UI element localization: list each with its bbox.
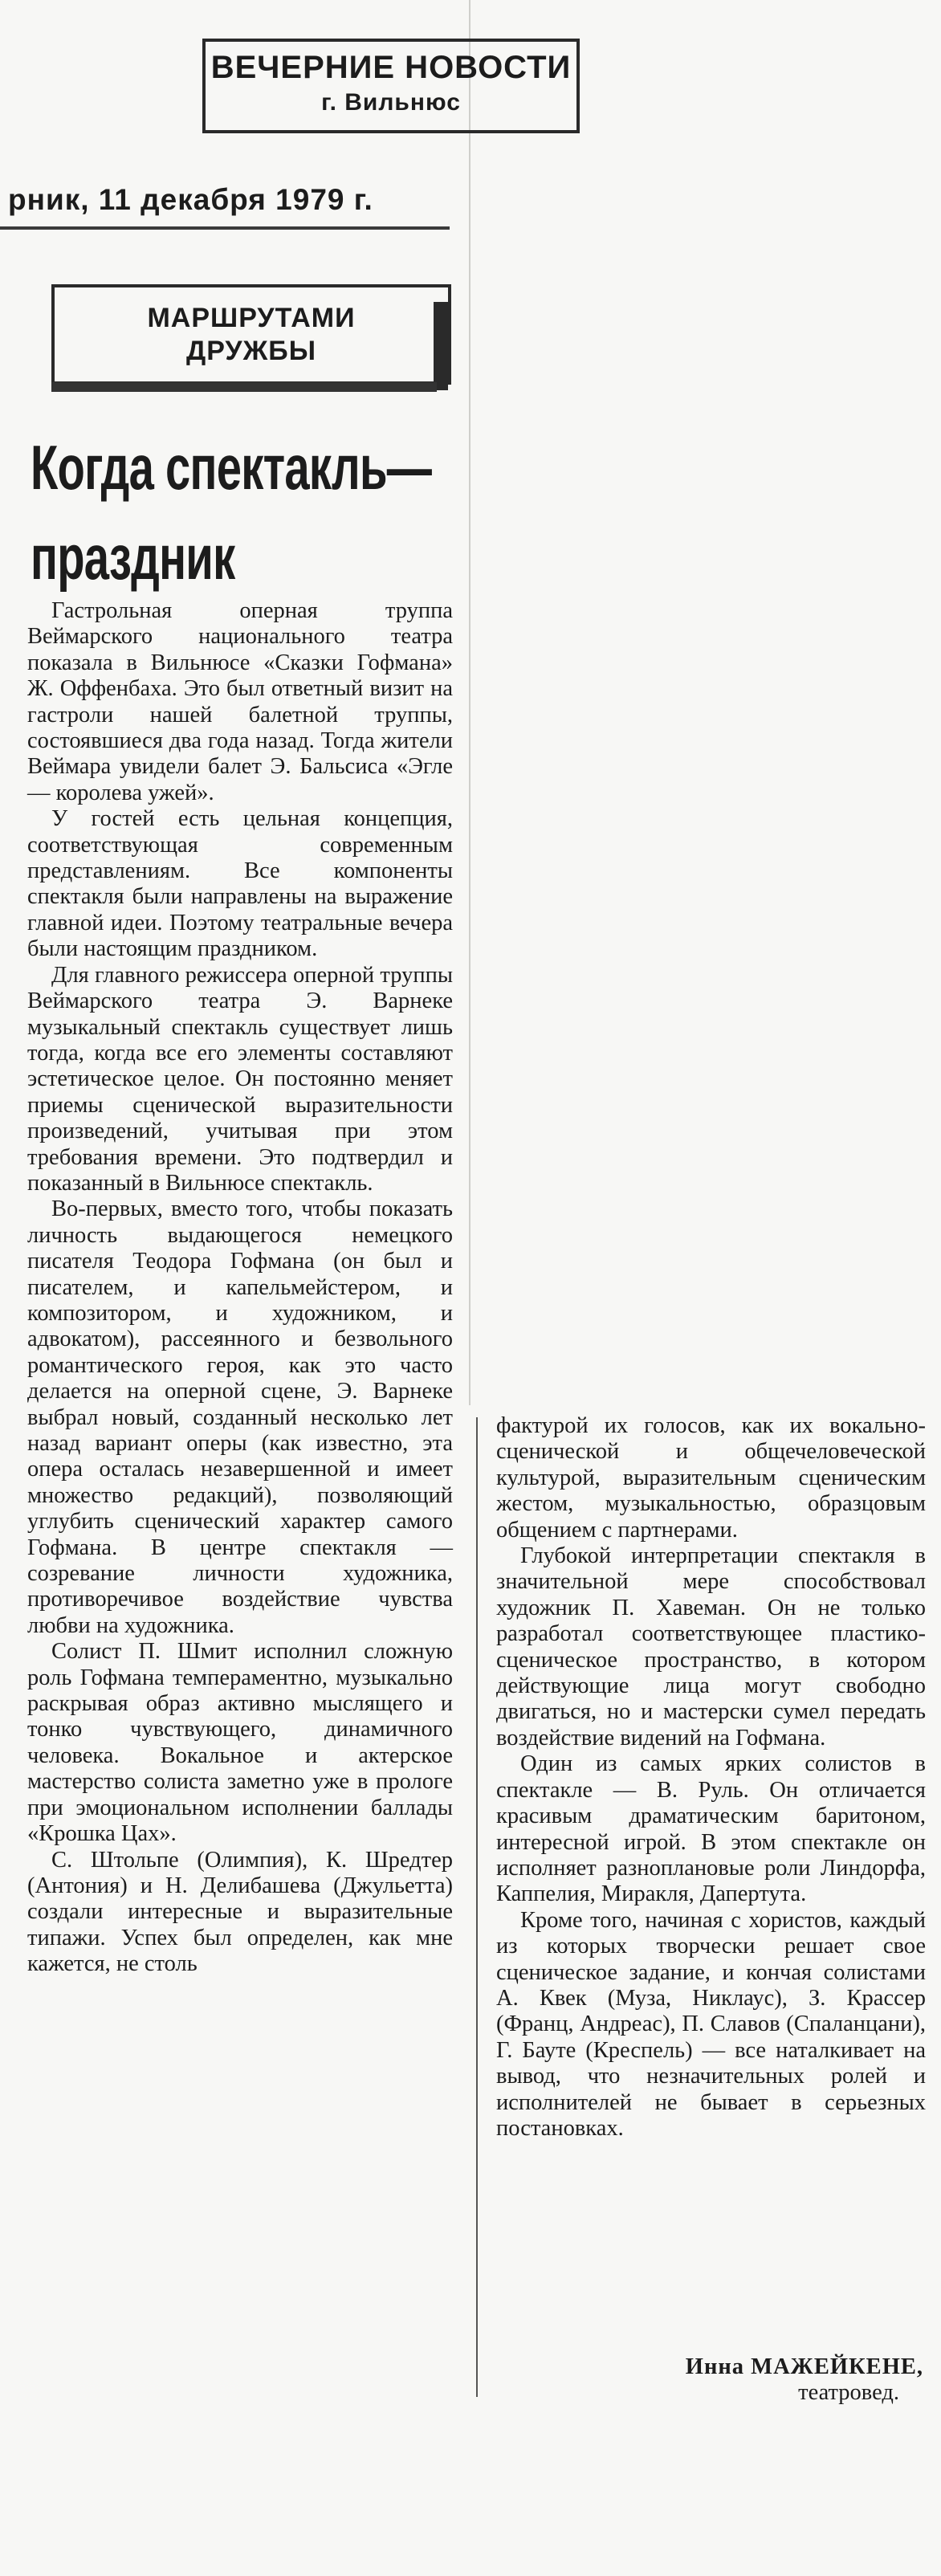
paragraph: Во-первых, вместо того, чтобы показать личность выдающегося немецкого писателя Теодора Гофмана (он был и писателем, и капельмейстером, и композитором, и художником, и адвокатом), рассеянного и безвольного романтического героя, как это часто делается на оперной сцене, Э. Варнеке выбрал новый, созданный несколько лет назад вариант оперы (как известно, эта опера осталась незавершенной и имеет множество редакций), позволяющий углубить сценический характер самого Гофмана. В центре спектакля — созревание личности художника, противоречивое воздействие чувства любви на художника. xyxy=(27,1196,453,1638)
paragraph: фактурой их голосов, как их вокально-сценической и общечеловеческой культурой, выразительным сценическим жестом, музыкальностью, образцовым общением с партнерами. xyxy=(496,1413,926,1543)
paragraph: Кроме того, начиная с хористов, каждый из которых творчески решает свое сценическое задание, и кончая солистами А. Квек (Муза, Никлаус), З. Крассер (Франц, Андреас), П. Славов (Спаланцани), Г. Бауте (Креспель) — все наталкивает на вывод, что незначительных ролей и исполнителей не бывает в серьезных постановках. xyxy=(496,1907,926,2141)
headline xyxy=(31,422,432,602)
article-column-2 xyxy=(496,1413,926,2142)
paragraph: Гастрольная оперная труппа Веймарского национального театра показала в Вильнюсе «Сказки Гофмана» Ж. Оффенбаха. Это был ответный визит на гастроли нашей балетной труппы, состоявшиеся два года назад. Тогда жители Веймара увидели балет Э. Бальсиса «Эгле — королева ужей». xyxy=(27,598,453,805)
paragraph: С. Штольпе (Олимпия), К. Шредтер (Антония) и Н. Делибашева (Джульетта) создали интересные и выразительные типажи. Успех был определен, как мне кажется, не столь xyxy=(27,1847,453,1977)
article-column-1 xyxy=(27,598,453,1978)
source-stamp xyxy=(202,39,580,133)
rubric-line: МАРШРУТАМИ xyxy=(147,303,356,333)
paragraph: Для главного режиссера оперной труппы Веймарского театра Э. Варнеке музыкальный спектакль существует лишь тогда, когда все его элементы составляют эстетическое целое. Он постоянно меняет приемы сценической выразительности произведений, учитывая при этом требования времени. Это подтвердил и показанный в Вильнюсе спектакль. xyxy=(27,962,453,1196)
headline-line: Когда спектакль— xyxy=(31,432,432,503)
rubric-box xyxy=(51,284,451,385)
signature xyxy=(610,2354,923,2406)
paragraph: Один из самых ярких солистов в спектакле — В. Руль. Он отличается красивым драматическим баритоном, интересной игрой. В этом спектакле он исполняет разноплановые роли Линдорфа, Каппелия, Миракля, Дапертута. xyxy=(496,1751,926,1907)
rubric-underline xyxy=(51,382,437,392)
paragraph: Солист П. Шмит исполнил сложную роль Гофмана темпераментно, музыкально раскрывая образ активно мыслящего и тонко чувствующего, динамичного человека. Вокальное и актерское мастерство солиста заметно уже в прологе при эмоциональном исполнении баллады «Крошка Цах». xyxy=(27,1639,453,1847)
paragraph: У гостей есть цельная концепция, соответствующая современным представлениям. Все компоненты спектакля были направлены на выражение главной идеи. Поэтому театральные вечера были настоящим праздником. xyxy=(27,806,453,962)
clipping-edge xyxy=(469,0,470,1405)
newspaper-city: г. Вильнюс xyxy=(321,89,461,116)
rubric-line: ДРУЖБЫ xyxy=(185,336,317,366)
headline-line: праздник xyxy=(31,522,235,593)
author-name: Инна МАЖЕЙКЕНЕ, xyxy=(685,2354,923,2379)
paragraph: Глубокой интерпретации спектакля в значительной мере способствовал художник П. Хавеман. Он не только разработал соответствующее пластико-сценическое пространство, в котором действующие лица могут свободно двигаться, но и мастерски сумел передать воздействие видений на Гофмана. xyxy=(496,1543,926,1751)
dateline: рник, 11 декабря 1979 г. xyxy=(8,183,373,216)
column-divider xyxy=(476,1417,478,2397)
newspaper-name: ВЕЧЕРНИЕ НОВОСТИ xyxy=(210,50,572,85)
author-role: театровед. xyxy=(798,2380,899,2405)
dateline-rule xyxy=(0,226,450,230)
